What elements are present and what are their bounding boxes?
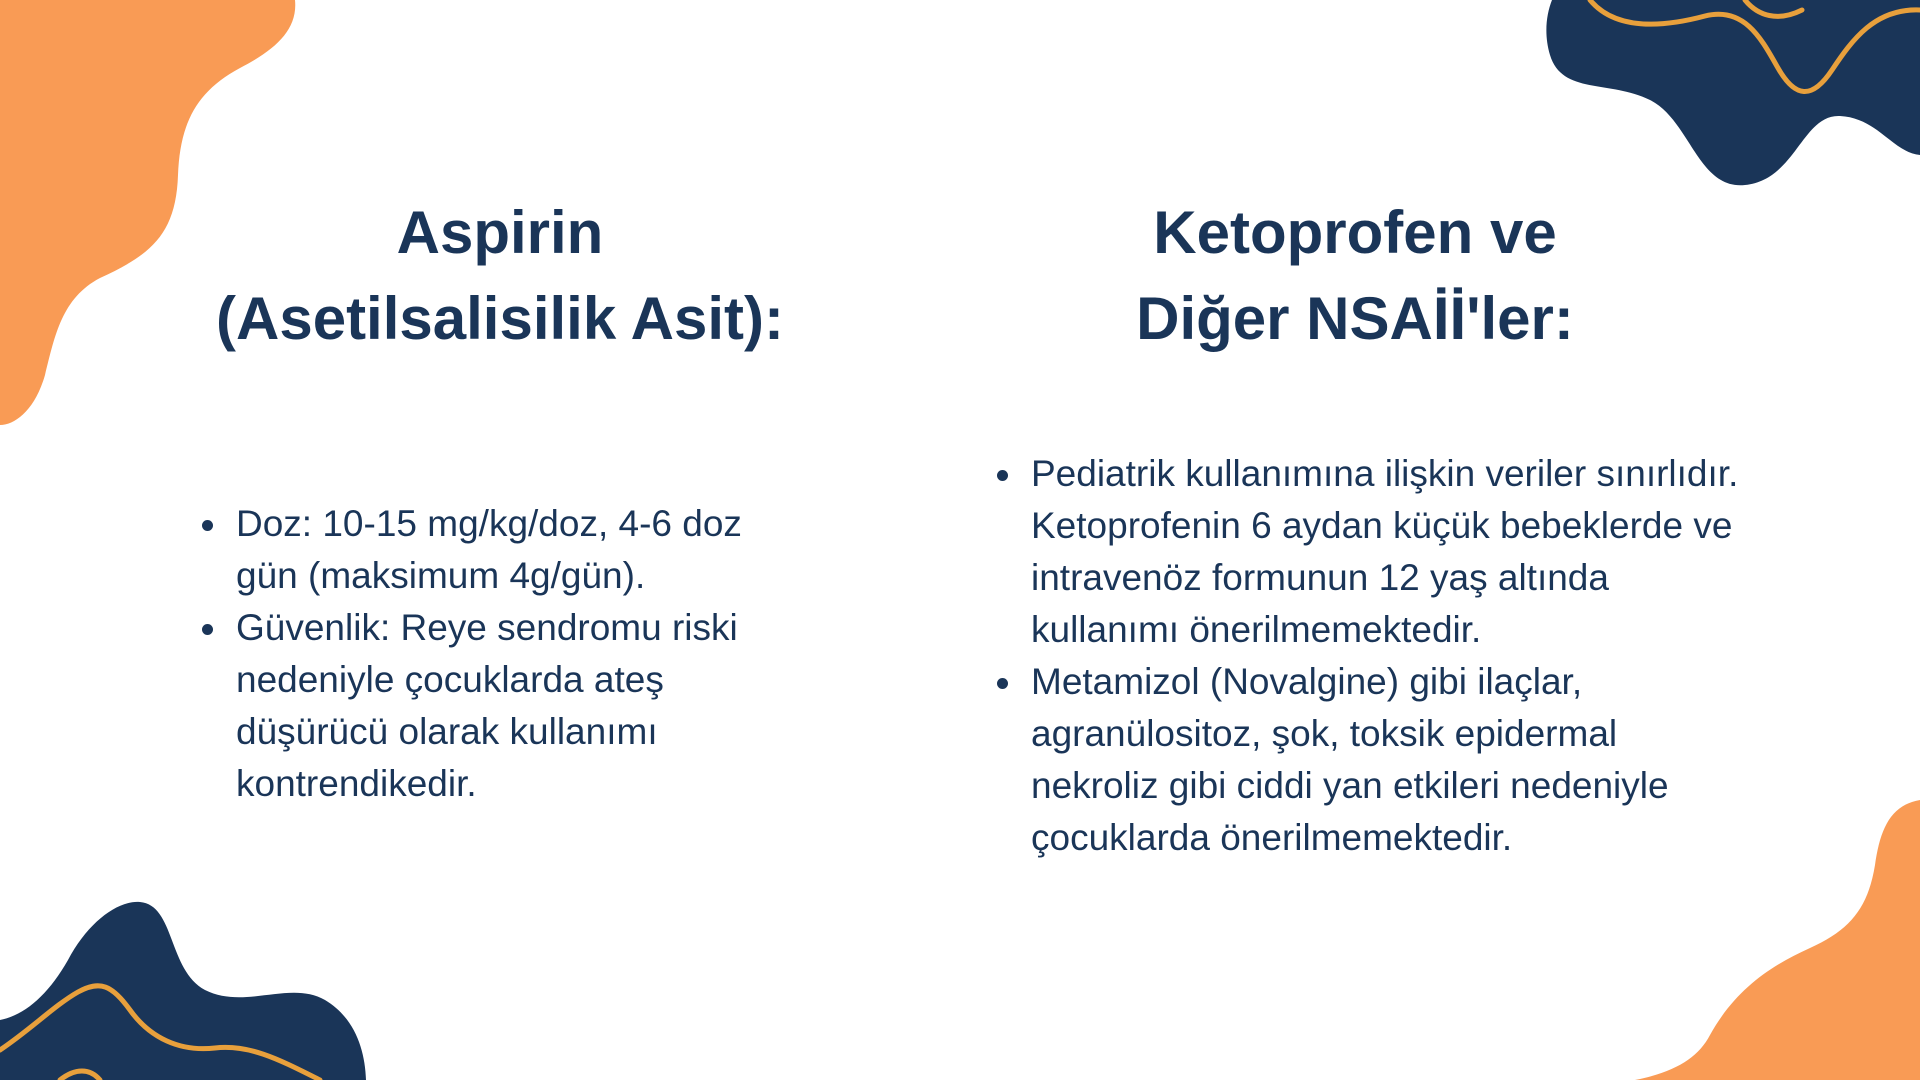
bullet-item-metamizol: Metamizol (Novalgine) gibi ilaçlar, agranülositoz, şok, toksik epidermal nekroliz gibi ciddi yan etkileri nedeniyle çocuklarda önerilmemektedir. — [985, 656, 1745, 864]
nsaid-section — [985, 190, 1745, 864]
aspirin-section — [190, 190, 810, 810]
nsaid-heading — [985, 190, 1725, 362]
bullet-item-pediatric-data: Pediatrik kullanımına ilişkin veriler sınırlıdır. Ketoprofenin 6 aydan küçük bebeklerde ve intravenöz formunun 12 yaş altında kullanımı önerilmemektedir. — [985, 448, 1745, 656]
bullet-item-dose: Doz: 10-15 mg/kg/doz, 4-6 doz gün (maksimum 4g/gün). — [190, 498, 810, 602]
aspirin-bullet-list — [190, 498, 810, 810]
navy-wave-blob-decoration — [1540, 0, 1920, 190]
heading-line: (Asetilsalisilik Asit): — [216, 285, 784, 352]
heading-line: Diğer NSAİİ'ler: — [1136, 285, 1574, 352]
navy-wave-blob-decoration — [0, 900, 380, 1080]
heading-line: Ketoprofen ve — [1153, 199, 1557, 266]
aspirin-heading — [190, 190, 810, 362]
nsaid-bullet-list — [985, 448, 1745, 864]
heading-line: Aspirin — [396, 199, 604, 266]
bullet-item-safety: Güvenlik: Reye sendromu riski nedeniyle çocuklarda ateş düşürücü olarak kullanımı kontrendikedir. — [190, 602, 810, 810]
